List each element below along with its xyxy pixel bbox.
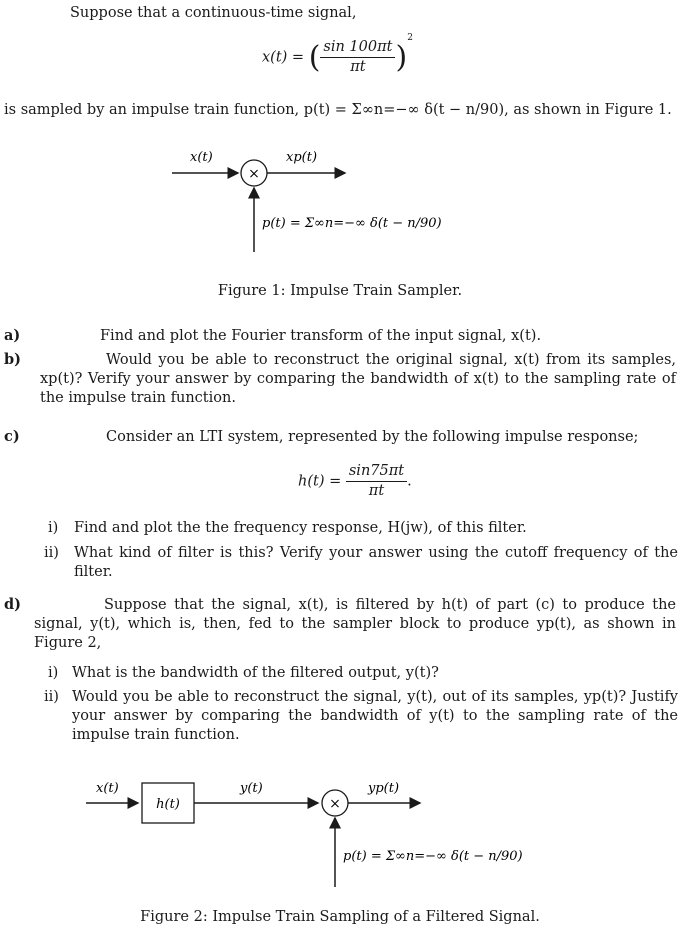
equation-period: . [407,473,412,490]
part-c-label: c) [4,428,20,445]
paren-open: ( [308,40,321,75]
figure-1-diagram [0,140,680,280]
part-b-text: Would you be able to reconstruct the original signal, x(t) from its samples, xp(t)? Verify your answer by comparing the bandwidth of x(t) to the sampling rate of the impulse train function. [40,352,676,406]
equation-h [298,462,412,501]
part-c-i-label: i) [48,520,59,536]
fraction [346,462,407,501]
part-a-text: Find and plot the Fourier transform of the input signal, x(t). [100,328,542,344]
fig2-filter-label: h(t) [156,797,180,812]
part-d-label: d) [4,596,21,613]
part-d-text: Suppose that the signal, x(t), is filtered by h(t) of part (c) to produce the signal, y(t), which is, then, fed to the sampler block to produce yp(t), as shown in Figure 2, [34,597,676,651]
equation-lhs: h(t) = [298,473,342,490]
part-d-ii-label: ii) [44,689,59,705]
part-c-ii-label: ii) [44,545,59,561]
fraction-denominator: πt [350,59,366,75]
intro-line: Suppose that a continuous-time signal, [70,5,357,21]
figure-2-diagram [0,770,680,910]
fig2-input-label: x(t) [96,781,119,796]
part-c-i-text: Find and plot the the frequency response, H(jw), of this filter. [74,520,527,536]
fig2-output-label: yp(t) [368,781,400,796]
fig1-output-label: xp(t) [286,150,318,165]
fraction [320,38,395,77]
fig1-multiplier-symbol: × [248,166,260,182]
paren-close: ) [395,40,408,75]
equation-lhs: x(t) = [262,49,305,66]
fig1-input-label: x(t) [190,150,213,165]
part-d-i-label: i) [48,665,59,681]
part-d-i-text: What is the bandwidth of the filtered output, y(t)? [72,665,439,681]
fraction-numerator: sin75πt [346,462,407,482]
part-c-text: Consider an LTI system, represented by the following impulse response; [106,429,639,445]
part-b-label: b) [4,351,21,368]
intro-sampling-line: is sampled by an impulse train function, p(t) = Σ∞n=−∞ δ(t − n/90), as shown in Figure 1. [4,102,672,118]
figure-1-caption: Figure 1: Impulse Train Sampler. [217,283,463,299]
part-d-ii-text: Would you be able to reconstruct the signal, y(t), out of its samples, yp(t)? Justify your answer by comparing the bandwidth of y(t) to the sampling rate of the impulse train function. [72,689,678,743]
fraction-numerator: sin 100πt [320,38,395,58]
fig2-p-label: p(t) = Σ∞n=−∞ δ(t − n/90) [343,849,523,864]
exponent: 2 [407,32,413,43]
figure-2-caption: Figure 2: Impulse Train Sampling of a Filtered Signal. [140,909,540,925]
part-c-ii-text: What kind of filter is this? Verify your answer using the cutoff frequency of the filter. [74,545,678,580]
fraction-denominator: πt [368,482,385,499]
part-a-label: a) [4,327,21,344]
fig2-mid-label: y(t) [240,781,263,796]
equation-x [262,32,413,77]
fig1-p-label: p(t) = Σ∞n=−∞ δ(t − n/90) [262,216,442,231]
fig2-multiplier-symbol: × [329,796,341,812]
